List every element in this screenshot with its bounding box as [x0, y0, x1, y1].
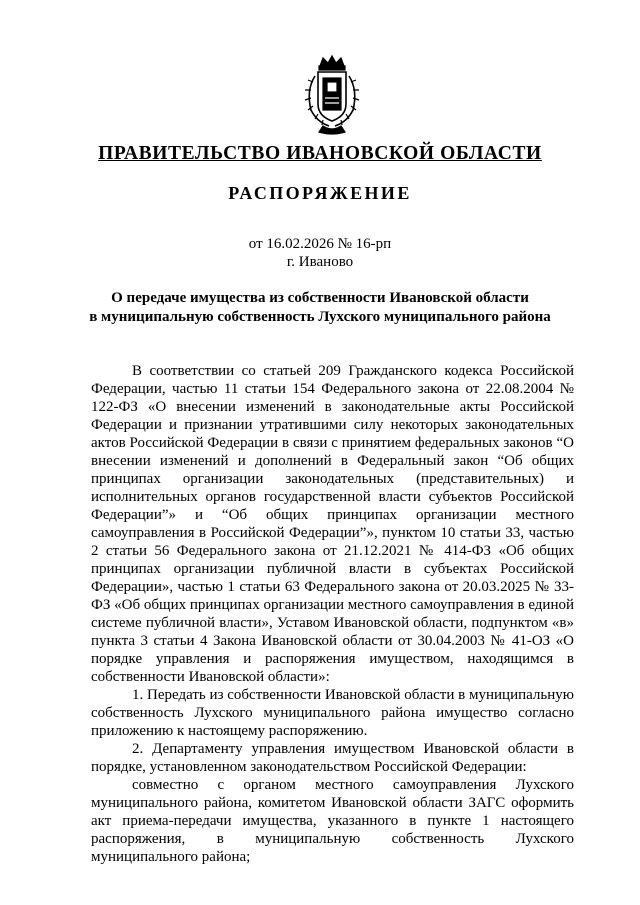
subject-line-2: в муниципальную собственность Лухского муниципального района — [89, 309, 551, 325]
document-body — [91, 362, 574, 866]
document-meta — [0, 235, 640, 271]
document-subject — [60, 289, 580, 327]
item-2-paragraph: 2. Департаменту управления имуществом Ивановской области в порядке, установленном законодательством Российской Федерации: — [91, 741, 574, 775]
coat-of-arms-icon — [301, 54, 363, 136]
government-title: ПРАВИТЕЛЬСТВО ИВАНОВСКОЙ ОБЛАСТИ — [98, 143, 542, 164]
city: г. Иваново — [286, 254, 354, 270]
preamble-paragraph: В соответствии со статьей 209 Гражданского кодекса Российской Федерации, частью 11 статьи 154 Федерального закона от 22.08.2004 № 122-ФЗ «О внесении изменений в законодательные акты Российской Федерации и признании утратившими силу некоторых законодательных актов Российской Федерации в связи с принятием федеральных законов “О внесении изменений и дополнений в Федеральный закон “Об общих принципах организации законодательных (представительных) и исполнительных органов государственной власти субъектов Российской Федерации”» и “Об общих принципах организации местного самоуправления в Российской Федерации”», пунктом 10 статьи 33, частью 2 статьи 56 Федерального закона от 21.12.2021 № 414-ФЗ «Об общих принципах организации публичной власти в субъектах Российской Федерации», частью 1 статьи 63 Федерального закона от 20.03.2025 № 33-ФЗ «Об общих принципах организации местного самоуправления в единой системе публичной власти», Уставом Ивановской области, подпунктом «в» пункта 3 статьи 4 Закона Ивановской области от 30.04.2003 № 41-ОЗ «О порядке управления и распоряжения имуществом, находящимся в собственности Ивановской области»: — [91, 363, 574, 685]
subject-line-1: О передаче имущества из собственности Ивановской области — [111, 290, 529, 306]
document-type-heading: РАСПОРЯЖЕНИЕ — [228, 183, 412, 203]
item-2-sub-paragraph: совместно с органом местного самоуправления Лухского муниципального района, комитетом Ивановской области ЗАГС оформить акт приема-передачи имущества, указанного в пункте 1 настоящего распоряжения, в муниципальную собственность Лухского муниципального района; — [91, 777, 574, 865]
date-number: от 16.02.2026 № 16-рп — [248, 236, 392, 252]
item-1-paragraph: 1. Передать из собственности Ивановской области в муниципальную собственность Лухского муниципального района имущество согласно приложению к настоящему распоряжению. — [91, 687, 574, 739]
